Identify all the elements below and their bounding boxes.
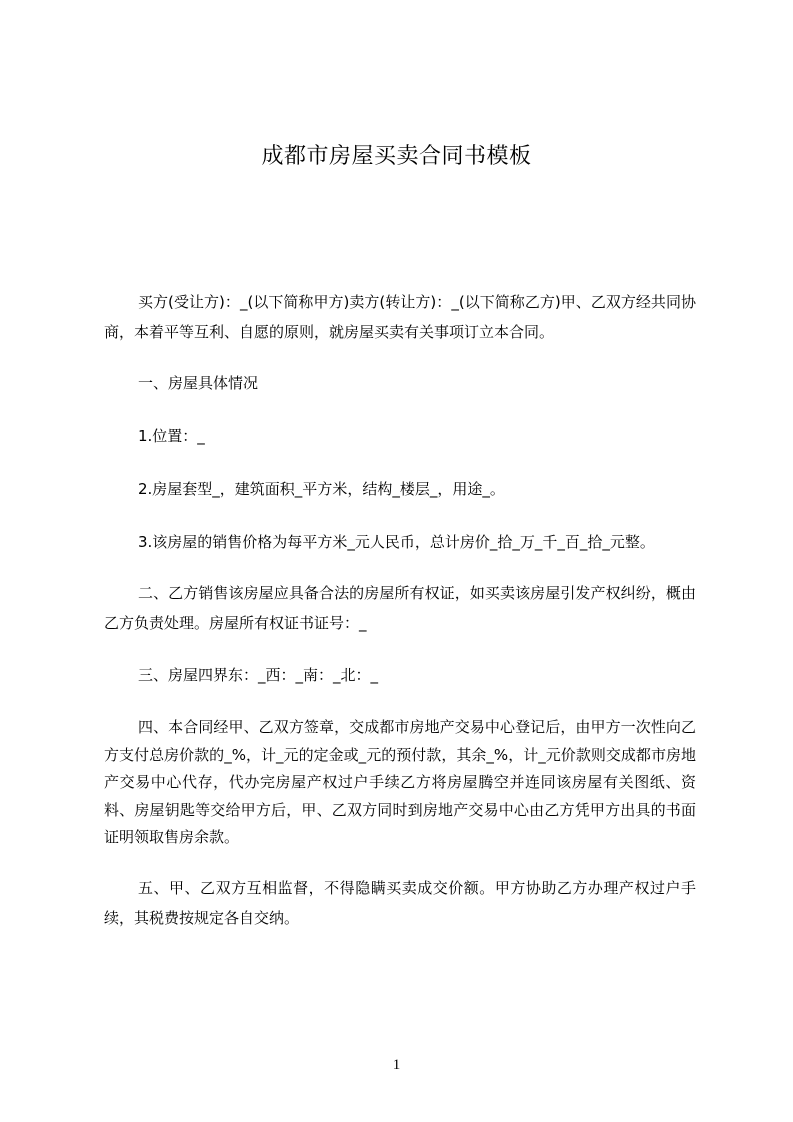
section-4-paragraph: 四、本合同经甲、乙双方签章，交成都市房地产交易中心登记后，由甲方一次性向乙方支付总房价款的_%，计_元的定金或_元的预付款，其余_%，计_元价款则交成都市房地产交易中心代存，代办完房屋产权过户手续乙方将房屋腾空并连同该房屋有关图纸、资料、房屋钥匙等交给甲方后，甲、乙双方同时到房地产交易中心由乙方凭甲方出具的书面证明领取售房余款。 [104, 718, 696, 846]
section-1-heading: 一、房屋具体情况 [138, 374, 259, 392]
document-title: 成都市房屋买卖合同书模板 [261, 144, 532, 169]
item-price: 3.该房屋的销售价格为每平方米_元人民币，总计房价_拾_万_千_百_拾_元整。 [138, 533, 655, 551]
section-5-paragraph: 五、甲、乙双方互相监督，不得隐瞒买卖成交价额。甲方协助乙方办理产权过户手续，其税费按规定各自交纳。 [104, 879, 696, 927]
item-house-type: 2.房屋套型_，建筑面积_平方米，结构_楼层_，用途_。 [138, 480, 505, 498]
page-number: 1 [392, 1057, 401, 1073]
section-2-paragraph: 二、乙方销售该房屋应具备合法的房屋所有权证，如买卖该房屋引发产权纠纷，概由乙方负责处理。房屋所有权证书证号：_ [104, 584, 696, 632]
preamble-paragraph: 买方(受让方)：_(以下简称甲方)卖方(转让方)：_(以下简称乙方)甲、乙双方经共同协商，本着平等互利、自愿的原则，就房屋买卖有关事项订立本合同。 [104, 293, 696, 341]
section-3-paragraph: 三、房屋四界东：_西：_南：_北：_ [138, 666, 379, 684]
item-location: 1.位置：_ [138, 427, 205, 445]
